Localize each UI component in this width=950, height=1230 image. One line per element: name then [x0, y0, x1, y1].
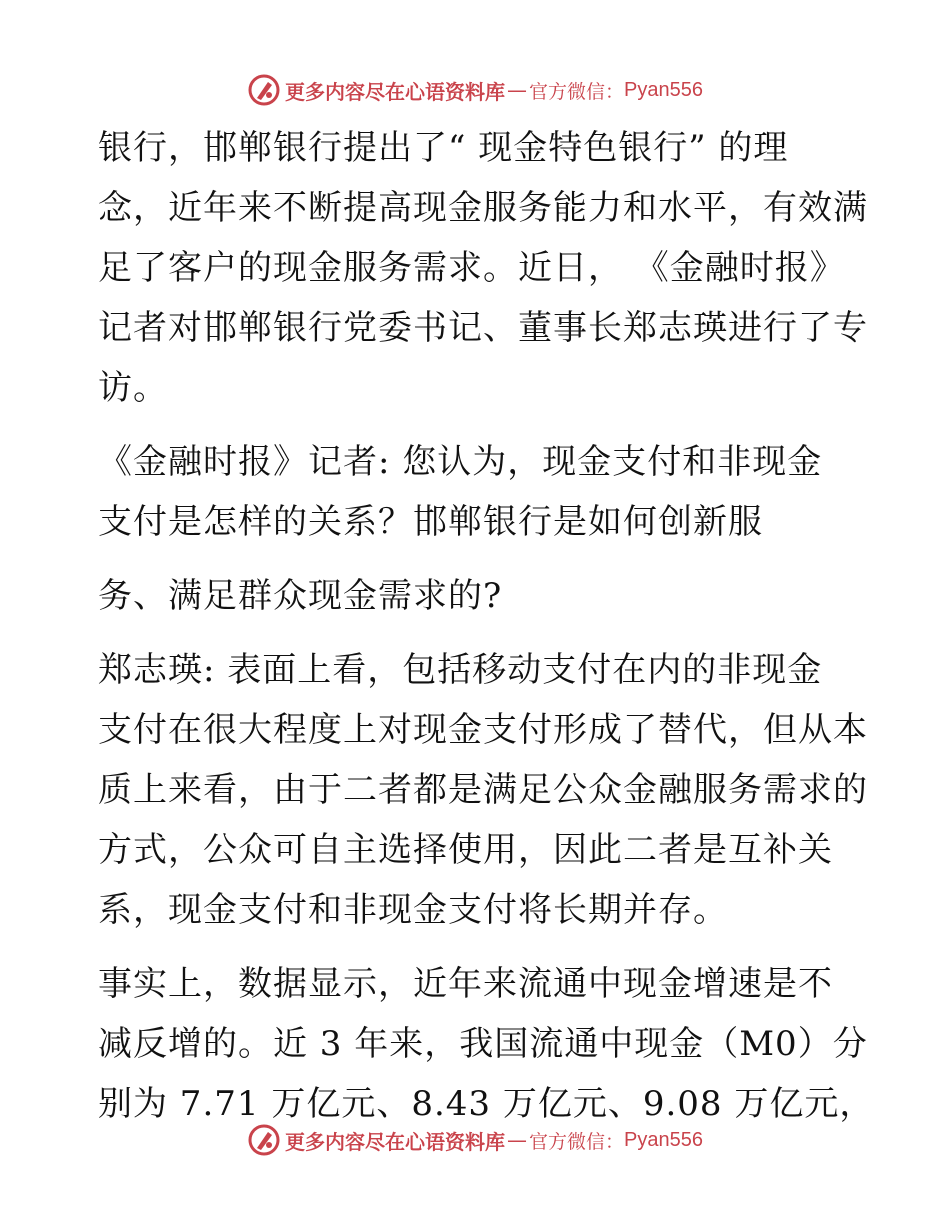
text-line: 支付在很大程度上对现金支付形成了替代，但从本 [98, 710, 868, 750]
paragraph-3 [98, 566, 858, 626]
text-line: 郑志瑛: 表面上看，包括移动支付在内的非现金 [98, 650, 823, 690]
text-line: 访。 [98, 368, 168, 408]
paragraph-1 [98, 118, 868, 418]
text-line: 支付是怎样的关系？邯郸银行是如何创新服 [98, 502, 763, 542]
text-line: 事实上，数据显示，近年来流通中现金增速是不 [98, 964, 833, 1004]
text-line: 别为 7.71 万亿元、8.43 万亿元、9.08 万亿元， [98, 1084, 875, 1124]
text-line: 质上来看，由于二者都是满足公众金融服务需求的 [98, 770, 868, 810]
text-line: 银行，邯郸银行提出了“ 现金特色银行” 的理 [98, 128, 789, 168]
text-line: 足了客户的现金服务需求。近日， 《金融时报》 [98, 248, 845, 288]
paragraph-5 [98, 954, 875, 1134]
text-line: 务、满足群众现金需求的? [98, 576, 503, 616]
text-line: 记者对邯郸银行党委书记、董事长郑志瑛进行了专 [98, 308, 868, 348]
watermark-wechat-id: Pyan556 [624, 1128, 703, 1151]
watermark-wechat-id: Pyan556 [624, 78, 703, 101]
watermark-text: 更多内容尽在心语资料库 [285, 1129, 505, 1154]
watermark-dash: — [507, 1128, 527, 1152]
article-body [98, 118, 875, 1134]
watermark-wechat-label: 官方微信： [529, 80, 625, 103]
text-line: 系，现金支付和非现金支付将长期并存。 [98, 890, 728, 930]
watermark-banner-top [0, 70, 950, 110]
watermark-banner-bottom [0, 1120, 950, 1160]
text-line: 《金融时报》记者: 您认为，现金支付和非现金 [98, 442, 823, 482]
text-line: 念，近年来不断提高现金服务能力和水平，有效满 [98, 188, 868, 228]
watermark-text: 更多内容尽在心语资料库 [285, 79, 505, 104]
watermark-wechat-label: 官方微信： [529, 1130, 625, 1153]
pen-logo-icon [247, 73, 281, 107]
paragraph-4 [98, 640, 868, 940]
pen-logo-icon [247, 1123, 281, 1157]
paragraph-2 [98, 432, 858, 552]
text-line: 方式，公众可自主选择使用，因此二者是互补关 [98, 830, 833, 870]
watermark-dash: — [507, 78, 527, 102]
text-line: 减反增的。近 3 年来，我国流通中现金（M0）分 [98, 1024, 868, 1064]
